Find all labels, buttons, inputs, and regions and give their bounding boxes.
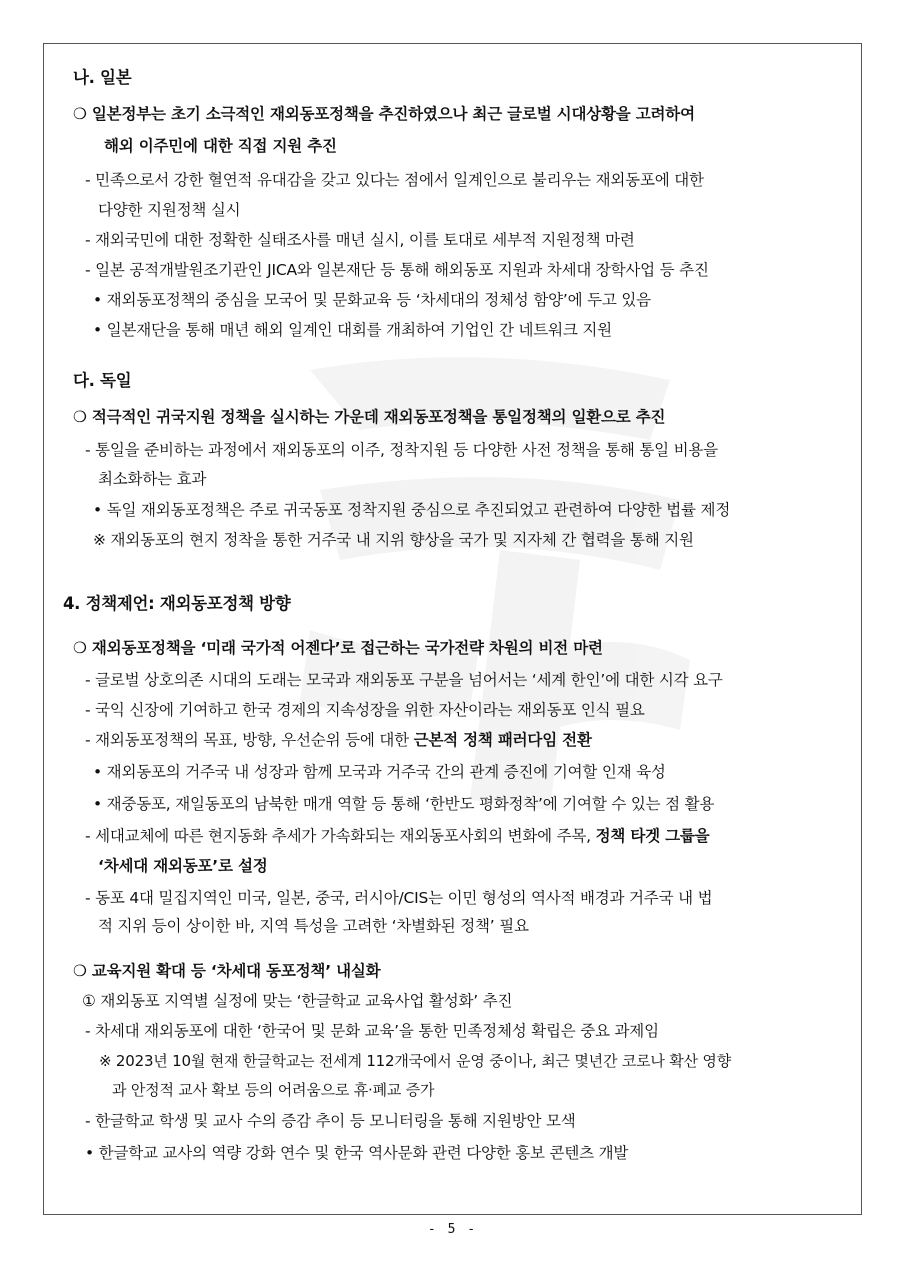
japan-main-line2: 해외 이주민에 대한 직접 지원 추진 — [104, 137, 337, 155]
policy-dash-1: - 글로벌 상호의존 시대의 도래는 모국과 재외동포 구분을 넘어서는 ‘세계 한인’에 대한 시각 요구 — [85, 671, 723, 689]
policy-main-2: ❍ 교육지원 확대 등 ‘차세대 동포정책’ 내실화 — [73, 962, 381, 980]
policy-dash-3-text: - 재외동포정책의 목표, 방향, 우선순위 등에 대한 — [85, 731, 414, 749]
policy-bullet-1: • 재외동포의 거주국 내 성장과 함께 모국과 거주국 간의 관계 증진에 기여할 인재 육성 — [93, 763, 666, 781]
japan-dash-1-line1: - 민족으로서 강한 혈연적 유대감을 갖고 있다는 점에서 일계인으로 불리우는 재외동포에 대한 — [85, 171, 704, 189]
policy-dash-2: - 국익 신장에 기여하고 한국 경제의 지속성장을 위한 자산이라는 재외동포 인식 필요 — [85, 701, 645, 719]
page-number: - 5 - — [427, 1222, 478, 1237]
policy-dash-5-line2: 적 지위 등이 상이한 바, 지역 특성을 고려한 ‘차별화된 정책’ 필요 — [98, 917, 529, 935]
policy-dash-6: - 차세대 재외동포에 대한 ‘한국어 및 문화 교육’을 통한 민족정체성 확립은 중요 과제임 — [85, 1022, 659, 1040]
germany-note: ※ 재외동포의 현지 정착을 통한 거주국 내 지위 향상을 국가 및 지자체 간 협력을 통해 지원 — [93, 531, 694, 549]
policy-dash-3-bold: 근본적 정책 패러다임 전환 — [413, 731, 592, 749]
policy-numbered-1: ① 재외동포 지역별 실정에 맞는 ‘한글학교 교육사업 활성화’ 추진 — [82, 992, 513, 1010]
section-title-japan: 나. 일본 — [73, 68, 132, 87]
policy-dash-5-line1: - 동포 4대 밀집지역인 미국, 일본, 중국, 러시아/CIS는 이민 형성의 역사적 배경과 거주국 내 법 — [85, 889, 713, 907]
policy-dash-4-bold: 정책 타겟 그룹을 — [595, 827, 710, 845]
japan-dash-3: - 일본 공적개발원조기관인 JICA와 일본재단 등 통해 해외동포 지원과 차세대 장학사업 등 추진 — [85, 261, 709, 279]
policy-note-1-line2: 과 안정적 교사 확보 등의 어려움으로 휴·폐교 증가 — [112, 1081, 435, 1099]
germany-main: ❍ 적극적인 귀국지원 정책을 실시하는 가운데 재외동포정책을 통일정책의 일환으로 추진 — [73, 408, 666, 426]
germany-dash-1-line2: 최소화하는 효과 — [98, 470, 207, 488]
policy-bullet-2: • 재중동포, 재일동포의 남북한 매개 역할 등 통해 ‘한반도 평화정착’에 기여할 수 있는 점 활용 — [93, 795, 715, 813]
section-title-policy: 4. 정책제언: 재외동포정책 방향 — [63, 594, 291, 613]
japan-dash-2: - 재외국민에 대한 정확한 실태조사를 매년 실시, 이를 토대로 세부적 지원정책 마련 — [85, 231, 635, 249]
germany-dash-1-line1: - 통일을 준비하는 과정에서 재외동포의 이주, 정착지원 등 다양한 사전 정책을 통해 통일 비용을 — [85, 441, 718, 459]
policy-dash-3 — [85, 728, 592, 750]
policy-bullet-3: • 한글학교 교사의 역량 강화 연수 및 한국 역사문화 관련 다양한 홍보 콘텐츠 개발 — [85, 1144, 629, 1162]
policy-note-1-line1: ※ 2023년 10월 현재 한글학교는 전세계 112개국에서 운영 중이나, 최근 몇년간 코로나 확산 영향 — [99, 1052, 731, 1070]
policy-dash-4-text: - 세대교체에 따른 현지동화 추세가 가속화되는 재외동포사회의 변화에 주목, — [85, 827, 596, 845]
policy-dash-7: - 한글학교 학생 및 교사 수의 증감 추이 등 모니터링을 통해 지원방안 모색 — [85, 1112, 576, 1130]
policy-dash-4-line1 — [85, 824, 709, 846]
policy-main-1: ❍ 재외동포정책을 ‘미래 국가적 어젠다’로 접근하는 국가전략 차원의 비전 마련 — [73, 639, 603, 657]
japan-dash-1-line2: 다양한 지원정책 실시 — [98, 201, 241, 219]
japan-main-line1: ❍ 일본정부는 초기 소극적인 재외동포정책을 추진하였으나 최근 글로벌 시대상황을 고려하여 — [73, 105, 695, 123]
germany-bullet-1: • 독일 재외동포정책은 주로 귀국동포 정착지원 중심으로 추진되었고 관련하여 다양한 법률 제정 — [93, 501, 731, 519]
japan-bullet-2: • 일본재단을 통해 매년 해외 일계인 대회를 개최하여 기업인 간 네트워크 지원 — [93, 321, 612, 339]
japan-bullet-1: • 재외동포정책의 중심을 모국어 및 문화교육 등 ‘차세대의 정체성 함양’에 두고 있음 — [93, 291, 651, 309]
policy-dash-4-line2: ‘차세대 재외동포’로 설정 — [98, 857, 268, 875]
section-title-germany: 다. 독일 — [73, 371, 132, 390]
